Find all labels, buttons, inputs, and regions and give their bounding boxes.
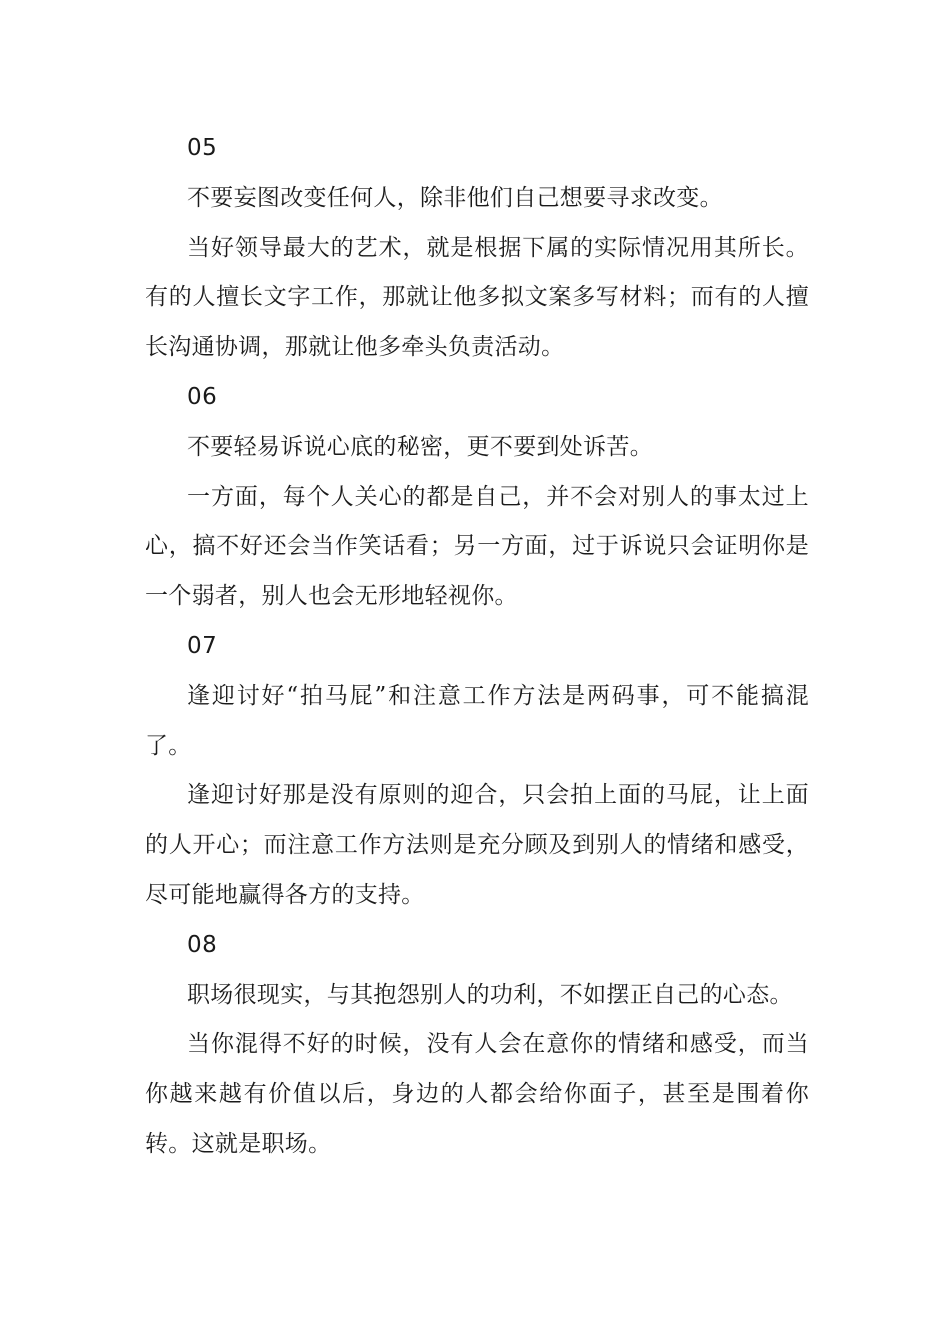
paragraph: 逢迎讨好“拍马屁”和注意工作方法是两码事，可不能搞混了。 <box>145 682 809 759</box>
section-number-05: 05 <box>187 135 218 161</box>
paragraph: 不要轻易诉说心底的秘密，更不要到处诉苦。 <box>187 433 653 460</box>
section-number-06: 06 <box>187 383 218 410</box>
paragraph: 一方面，每个人关心的都是自己，并不会对别人的事太过上心，搞不好还会当作笑话看；另一方面，过于诉说只会证明你是一个弱者，别人也会无形地轻视你。 <box>145 483 809 610</box>
paragraph: 职场很现实，与其抱怨别人的功利，不如摆正自己的心态。 <box>187 981 793 1008</box>
paragraph: 当好领导最大的艺术，就是根据下属的实际情况用其所长。有的人擅长文字工作，那就让他多拟文案多写材料；而有的人擅长沟通协调，那就让他多牵头负责活动。 <box>145 234 809 361</box>
paragraph: 不要妄图改变任何人，除非他们自己想要寻求改变。 <box>187 184 723 211</box>
paragraph: 当你混得不好的时候，没有人会在意你的情绪和感受，而当你越来越有价值以后，身边的人都会给你面子，甚至是围着你转。这就是职场。 <box>145 1031 809 1157</box>
paragraph: 逢迎讨好那是没有原则的迎合，只会拍上面的马屁，让上面的人开心；而注意工作方法则是充分顾及到别人的情绪和感受，尽可能地赢得各方的支持。 <box>145 782 809 908</box>
section-number-07: 07 <box>187 632 218 659</box>
section-number-08: 08 <box>187 931 218 958</box>
document-body <box>145 124 809 1170</box>
